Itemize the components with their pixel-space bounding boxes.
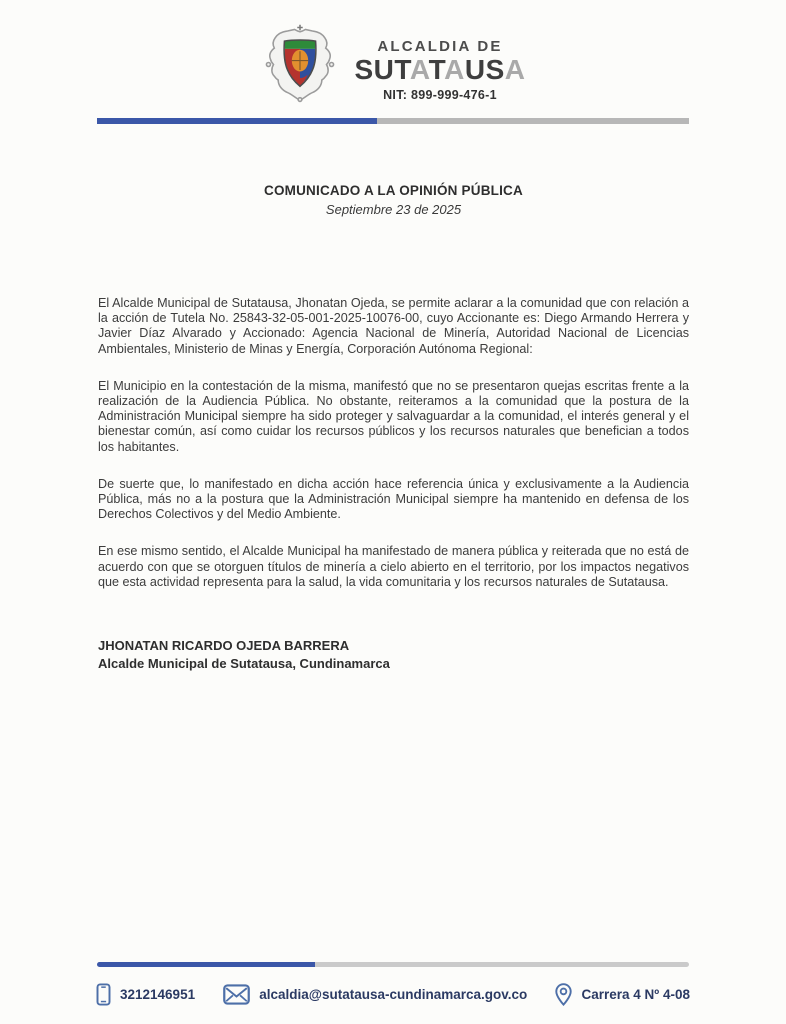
map-pin-icon <box>555 983 572 1006</box>
document-body <box>98 183 689 672</box>
wordmark-letter-group: T <box>428 54 445 85</box>
smartphone-icon <box>96 983 111 1006</box>
address-text: Carrera 4 Nº 4-08 <box>581 986 690 1002</box>
wordmark-letter-group: A <box>444 54 465 85</box>
signatory-title: Alcalde Municipal de Sutatausa, Cundinamarca <box>98 655 390 671</box>
org-wordmark <box>355 55 526 85</box>
wordmark-letter-group: A <box>409 54 429 85</box>
document-title: COMUNICADO A LA OPINIÓN PÚBLICA <box>264 183 523 198</box>
body-paragraphs <box>98 296 689 590</box>
wordmark-letter-group: SUT <box>354 54 410 85</box>
signature-block <box>98 637 689 672</box>
org-name-line: ALCALDIA DE <box>377 38 503 55</box>
wordmark-letter-group: US <box>464 54 505 85</box>
footer-contact-bar <box>96 977 690 1011</box>
header-org-text <box>355 24 526 102</box>
email-address: alcaldia@sutatausa-cundinamarca.gov.co <box>259 986 528 1002</box>
wordmark-letter-group: A <box>504 54 526 85</box>
paragraph: De suerte que, lo manifestado en dicha acción hace referencia única y exclusivamente a la Audiencia Pública, más no a la postura que la Administración Municipal siempre ha mantenido en defensa de los Derechos Colectivos y del Medio Ambiente. <box>98 476 689 522</box>
paragraph: El Alcalde Municipal de Sutatausa, Jhonatan Ojeda, se permite aclarar a la comunidad que con relación a la acción de Tutela No. 25843-32-05-001-2025-10076-00, cuyo Accionante es: Diego Armando Herrera y Javier Díaz Alvarado y Accionado: Agencia Nacional de Minería, Autoridad Nacional de Licencias Ambientales, Ministerio de Minas y Energía, Corporación Autónoma Regional: <box>98 296 689 356</box>
phone-number: 3212146951 <box>120 986 196 1002</box>
divider-blue-segment <box>97 118 377 124</box>
contact-phone <box>96 983 195 1006</box>
paragraph: En ese mismo sentido, el Alcalde Municipal ha manifestado de manera pública y reiterada que no está de acuerdo con que se otorguen títulos de minería a cielo abierto en el territorio, por los impactos negativos que esta actividad representa para la salud, la vida comunitaria y los recursos naturales de Sutatausa. <box>98 544 689 589</box>
contact-email <box>223 984 527 1005</box>
header-brand <box>0 24 786 105</box>
nit-label: NIT: 899-999-476-1 <box>383 88 497 103</box>
divider-gray-segment <box>377 118 689 124</box>
paragraph: El Municipio en la contestación de la misma, manifestó que no se presentaron quejas escritas frente a la realización de la Audiencia Pública. No obstante, reiteramos a la comunidad que la postura de la Administración Municipal siempre ha sido proteger y salvaguardar a la comunidad, el interés general y el bienestar común, así como cuidar los recursos públicos y los recursos naturales que benefician a todos los habitantes. <box>98 378 689 454</box>
contact-address <box>555 983 690 1006</box>
footer-divider-bar <box>97 962 689 967</box>
document-date: Septiembre 23 de 2025 <box>325 202 462 217</box>
header-divider-bar <box>97 118 689 124</box>
envelope-icon <box>223 984 250 1005</box>
sutatausa-crest-icon <box>261 24 339 105</box>
signatory-name: JHONATAN RICARDO OJEDA BARRERA <box>98 638 350 654</box>
footer-divider-blue-segment <box>97 962 315 967</box>
footer-divider-gray-segment <box>315 962 689 967</box>
